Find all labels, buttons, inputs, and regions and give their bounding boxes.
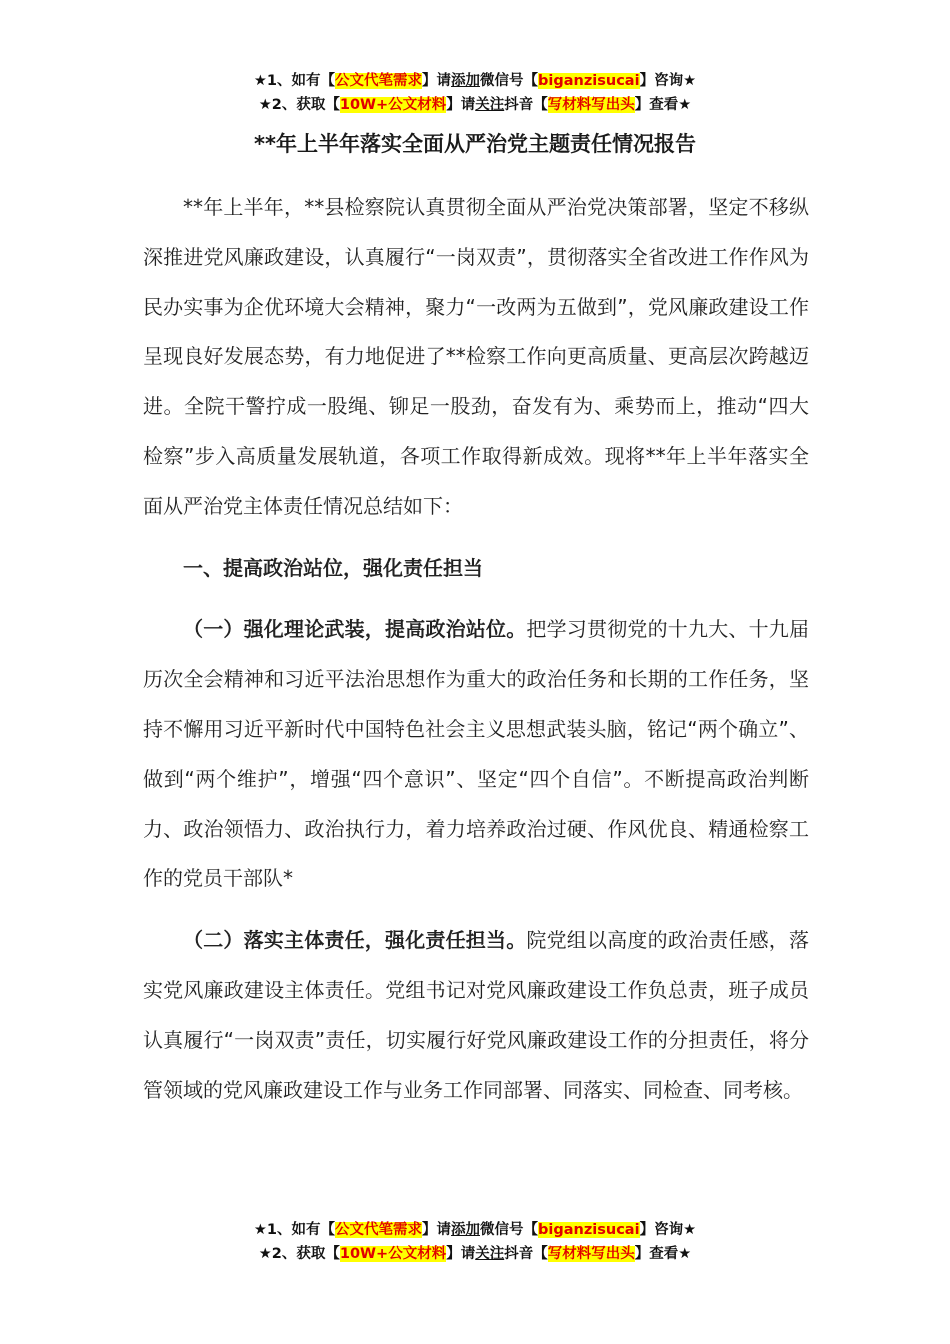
promo-highlight: biganzisucai bbox=[538, 73, 640, 89]
promo-text: 】咨询★ bbox=[639, 73, 697, 89]
promo-line-1 bbox=[0, 69, 950, 93]
promo-line-2 bbox=[0, 93, 950, 117]
promo-highlight: 写材料写出头 bbox=[547, 97, 635, 113]
promo-text: 微信号【 bbox=[480, 73, 539, 89]
paragraph-text: 把学习贯彻党的十九大、十九届历次全会精神和习近平法治思想作为重大的政治任务和长期的工作任务，坚持不懈用习近平新时代中国特色社会主义思想武装头脑，铭记“两个确立”、做到“两个维护”，增强“四个意识”、坚定“四个自信”。不断提高政治判断力、政治领悟力、政治执行力，着力培养政治过硬、作风优良、精通检察工作的党员干部队* bbox=[143, 617, 810, 891]
intro-paragraph: **年上半年，**县检察院认真贯彻全面从严治党决策部署，坚定不移纵深推进党风廉政建设，认真履行“一岗双责”，贯彻落实全省改进工作作风为民办实事为企优环境大会精神，聚力“一改两为五做到”，党风廉政建设工作呈现良好发展态势，有力地促进了**检察工作向更高质量、更高层次跨越迈进。全院干警拧成一股绳、铆足一股劲，奋发有为、乘势而上，推动“四大检察”步入高质量发展轨道，各项工作取得新成效。现将**年上半年落实全面从严治党主体责任情况总结如下： bbox=[143, 195, 809, 518]
paragraph-lead: （一）强化理论武装，提高政治站位。 bbox=[183, 617, 527, 642]
promo-underlined: 关注 bbox=[475, 1246, 505, 1262]
promo-text: 】请 bbox=[446, 97, 476, 113]
promo-text: 抖音【 bbox=[504, 97, 548, 113]
promo-text: 】请 bbox=[446, 1246, 476, 1262]
promo-text: ★1、如有【 bbox=[253, 73, 336, 89]
promo-text: 微信号【 bbox=[480, 1222, 539, 1238]
promo-line-1 bbox=[0, 1218, 950, 1242]
promo-text: ★2、获取【 bbox=[258, 1246, 340, 1262]
promo-text: 】请 bbox=[422, 1222, 452, 1238]
promo-highlight: 10W+公文材料 bbox=[339, 1246, 447, 1262]
promo-text: 】咨询★ bbox=[639, 1222, 697, 1238]
promo-text: 】查看★ bbox=[634, 97, 692, 113]
promo-highlight: 写材料写出头 bbox=[547, 1246, 635, 1262]
promo-banner-bottom bbox=[0, 1218, 950, 1266]
paragraph-2 bbox=[143, 916, 809, 1115]
document-body bbox=[143, 183, 809, 1115]
promo-highlight: biganzisucai bbox=[538, 1222, 640, 1238]
promo-underlined: 添加 bbox=[451, 1222, 481, 1238]
promo-text: 】请 bbox=[422, 73, 452, 89]
promo-text: ★2、获取【 bbox=[258, 97, 340, 113]
promo-underlined: 添加 bbox=[451, 73, 481, 89]
document-title: **年上半年落实全面从严治党主题责任情况报告 bbox=[254, 132, 696, 156]
promo-highlight: 10W+公文材料 bbox=[339, 97, 447, 113]
promo-banner-top bbox=[0, 69, 950, 117]
promo-text: 抖音【 bbox=[504, 1246, 548, 1262]
paragraph-lead: （二）落实主体责任，强化责任担当。 bbox=[183, 928, 527, 953]
section-heading: 一、提高政治站位，强化责任担当 bbox=[183, 555, 483, 580]
promo-line-2 bbox=[0, 1242, 950, 1266]
promo-underlined: 关注 bbox=[475, 97, 505, 113]
promo-highlight: 公文代笔需求 bbox=[335, 73, 423, 89]
paragraph-text: 院党组以高度的政治责任感，落实党风廉政建设主体责任。党组书记对党风廉政建设工作负总责，班子成员认真履行“一岗双责”责任，切实履行好党风廉政建设工作的分担责任，将分管领域的党风廉政建设工作与业务工作同部署、同落实、同检查、同考核。 bbox=[143, 928, 810, 1102]
promo-text: 】查看★ bbox=[634, 1246, 692, 1262]
promo-highlight: 公文代笔需求 bbox=[335, 1222, 423, 1238]
paragraph-1 bbox=[143, 605, 809, 904]
promo-text: ★1、如有【 bbox=[253, 1222, 336, 1238]
